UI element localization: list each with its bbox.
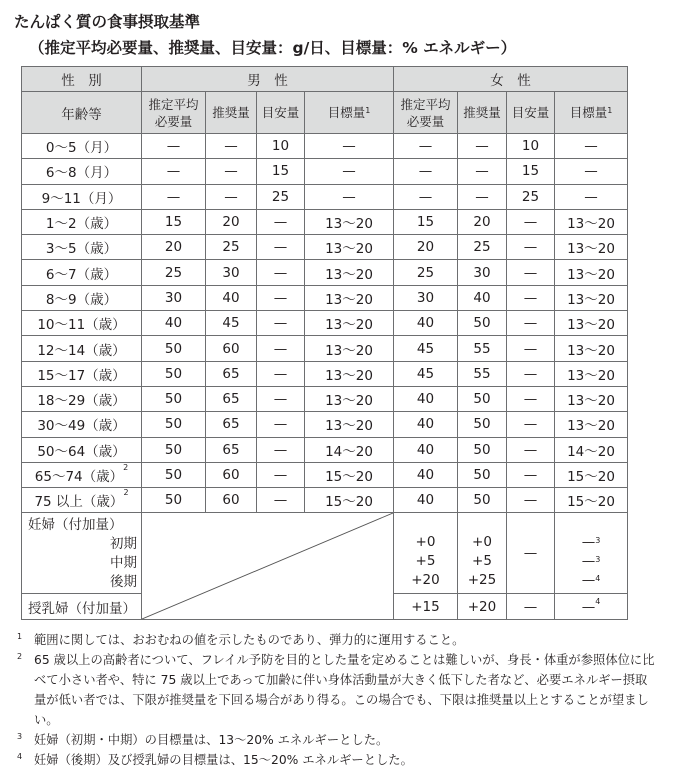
- age-cell: [22, 134, 142, 159]
- male-value-cell: —: [257, 488, 305, 513]
- male-value-cell: 65: [206, 412, 257, 437]
- male-value-cell: 25: [257, 184, 305, 209]
- lactating-ai-cell: —: [507, 594, 555, 620]
- female-dg-header: [555, 92, 628, 134]
- male-ai-header: 目安量: [257, 92, 305, 134]
- age-cell: [22, 462, 142, 487]
- male-value-cell: 60: [206, 462, 257, 487]
- male-value-cell: 65: [206, 437, 257, 462]
- female-value-cell: 20: [458, 209, 507, 234]
- female-value-cell: 50: [458, 488, 507, 513]
- pregnant-stage-early: 初期: [110, 536, 137, 553]
- ear-line1: 推定平均: [400, 96, 451, 112]
- age-label: 18～29（歳）: [37, 393, 126, 410]
- pregnant-rda-cell-value: +5: [472, 553, 492, 570]
- female-value-cell: 40: [458, 285, 507, 310]
- age-label: 9～11（月）: [41, 190, 122, 207]
- female-value-cell: —: [507, 311, 555, 336]
- male-value-cell: 13～20: [305, 336, 394, 361]
- male-value-cell: —: [257, 336, 305, 361]
- female-value-cell: 13～20: [555, 260, 628, 285]
- male-value-cell: —: [305, 184, 394, 209]
- female-value-cell: 15～20: [555, 488, 628, 513]
- footnote-text: 65 歳以上の高齢者について、フレイル予防を目的とした量を定めることは難しいが、身長・体重が参照体位に比べて小さい者や、特に 75 歳以上であって加齢に伴い身体活動量が大きく低下した者など、必要エネルギー摂取量が低い者では、下限が推奨量を下回る場合があり得る。この場合でも、下限は推奨量以上とすることが望ましい。: [34, 653, 655, 727]
- male-value-cell: 13～20: [305, 386, 394, 411]
- page-subtitle: （推定平均必要量、推奨量、目安量：g/日、目標量：% エネルギー）: [29, 39, 517, 57]
- male-value-cell: —: [257, 260, 305, 285]
- ear-line2: 必要量: [406, 113, 445, 129]
- male-value-cell: —: [257, 235, 305, 260]
- age-label: 15～17（歳）: [37, 367, 126, 384]
- protein-intake-table: [21, 66, 628, 620]
- male-value-cell: 10: [257, 134, 305, 159]
- footnote-item: [17, 750, 657, 770]
- pregnant-rda-cell: [458, 513, 507, 594]
- female-value-cell: 13～20: [555, 311, 628, 336]
- age-label: 50～64（歳）: [37, 443, 126, 460]
- male-ear-header: [142, 92, 206, 134]
- pregnant-dg-footnote-ref: 3: [595, 536, 601, 546]
- footnote-text: 範囲に関しては、おおむねの値を示したものであり、弾力的に運用すること。: [34, 633, 465, 647]
- female-value-cell: —: [507, 386, 555, 411]
- pregnant-dg-footnote-ref: 3: [595, 555, 601, 565]
- male-value-cell: 20: [142, 235, 206, 260]
- age-label: 8～9（歳）: [45, 291, 118, 308]
- male-value-cell: —: [257, 386, 305, 411]
- female-value-cell: 40: [394, 386, 458, 411]
- pregnant-label-cell: [22, 513, 142, 594]
- female-value-cell: —: [458, 134, 507, 159]
- lactating-dg-value: —: [581, 598, 596, 615]
- age-cell: [22, 209, 142, 234]
- pregnant-dg-footnote-ref: 4: [595, 574, 601, 584]
- female-value-cell: 13～20: [555, 412, 628, 437]
- female-value-cell: 55: [458, 361, 507, 386]
- age-cell: [22, 437, 142, 462]
- age-footnote-ref: 2: [123, 488, 129, 498]
- male-value-cell: —: [257, 361, 305, 386]
- age-label: 0～5（月）: [45, 140, 118, 157]
- male-value-cell: 40: [206, 285, 257, 310]
- female-value-cell: —: [507, 488, 555, 513]
- diagonal-line: [142, 513, 393, 619]
- pregnant-ear-cell-value: +5: [415, 553, 436, 570]
- male-value-cell: —: [142, 159, 206, 184]
- table-row: [22, 134, 628, 159]
- age-cell: [22, 386, 142, 411]
- male-value-cell: 15～20: [305, 462, 394, 487]
- female-value-cell: 25: [458, 235, 507, 260]
- ear-line2: 必要量: [154, 113, 193, 129]
- female-value-cell: —: [507, 437, 555, 462]
- female-value-cell: 13～20: [555, 285, 628, 310]
- female-value-cell: 13～20: [555, 209, 628, 234]
- male-value-cell: 13～20: [305, 260, 394, 285]
- female-value-cell: 50: [458, 462, 507, 487]
- male-value-cell: 40: [142, 311, 206, 336]
- female-value-cell: 13～20: [555, 336, 628, 361]
- footnote-number: 3: [17, 732, 23, 741]
- male-value-cell: 13～20: [305, 209, 394, 234]
- lactating-label: 授乳婦（付加量）: [22, 594, 142, 620]
- pregnant-rda-cell-value: +0: [472, 534, 492, 551]
- male-value-cell: 45: [206, 311, 257, 336]
- age-label: 6～8（月）: [45, 165, 118, 182]
- age-label: 75 以上（歳）: [34, 494, 124, 511]
- age-cell: [22, 336, 142, 361]
- age-cell: [22, 311, 142, 336]
- female-value-cell: 40: [394, 311, 458, 336]
- sex-header: 性 別: [22, 67, 142, 92]
- male-value-cell: —: [206, 159, 257, 184]
- male-value-cell: 50: [142, 437, 206, 462]
- footnote-number: 1: [17, 632, 23, 641]
- footnote-text: 妊婦（後期）及び授乳婦の目標量は、15～20% エネルギーとした。: [34, 753, 413, 767]
- female-value-cell: 13～20: [555, 235, 628, 260]
- male-value-cell: —: [305, 134, 394, 159]
- female-value-cell: 50: [458, 412, 507, 437]
- male-value-cell: 13～20: [305, 311, 394, 336]
- age-cell: [22, 184, 142, 209]
- female-value-cell: 15: [507, 159, 555, 184]
- male-value-cell: 30: [206, 260, 257, 285]
- female-ear-header: [394, 92, 458, 134]
- female-value-cell: 40: [394, 462, 458, 487]
- age-cell: [22, 235, 142, 260]
- pregnant-stage-mid: 中期: [110, 555, 137, 572]
- female-value-cell: 40: [394, 412, 458, 437]
- male-value-cell: 60: [206, 336, 257, 361]
- male-rda-header: 推奨量: [206, 92, 257, 134]
- footnote-number: 4: [17, 752, 23, 761]
- female-value-cell: —: [394, 134, 458, 159]
- table-row: [22, 184, 628, 209]
- table-row: [22, 159, 628, 184]
- dg-label: 目標量: [569, 105, 608, 120]
- female-value-cell: 50: [458, 311, 507, 336]
- female-value-cell: 30: [458, 260, 507, 285]
- female-value-cell: 10: [507, 134, 555, 159]
- table-row: [22, 235, 628, 260]
- female-value-cell: —: [507, 285, 555, 310]
- female-value-cell: —: [555, 159, 628, 184]
- lactating-ear-cell: +15: [394, 594, 458, 620]
- footnote-item: [17, 630, 657, 650]
- male-value-cell: —: [206, 134, 257, 159]
- female-value-cell: 14～20: [555, 437, 628, 462]
- age-label: 12～14（歳）: [37, 342, 126, 359]
- female-value-cell: —: [458, 159, 507, 184]
- table-row: [22, 462, 628, 487]
- male-value-cell: 50: [142, 488, 206, 513]
- male-value-cell: 15～20: [305, 488, 394, 513]
- pregnant-ai-cell: —: [507, 513, 555, 594]
- age-label: 65～74（歳）: [34, 469, 124, 485]
- age-header: 年齢等: [22, 92, 142, 134]
- table-row: [22, 386, 628, 411]
- male-value-cell: 50: [142, 412, 206, 437]
- female-value-cell: —: [394, 184, 458, 209]
- pregnant-ear-cell-value: +20: [411, 572, 440, 589]
- female-value-cell: 45: [394, 336, 458, 361]
- footnote-item: [17, 650, 657, 730]
- female-value-cell: 50: [458, 386, 507, 411]
- female-value-cell: —: [394, 159, 458, 184]
- female-value-cell: 40: [394, 488, 458, 513]
- male-value-cell: 60: [206, 488, 257, 513]
- female-value-cell: 13～20: [555, 386, 628, 411]
- female-value-cell: 15～20: [555, 462, 628, 487]
- female-value-cell: —: [458, 184, 507, 209]
- female-value-cell: —: [507, 209, 555, 234]
- dg-label: 目標量: [327, 105, 366, 120]
- age-cell: [22, 412, 142, 437]
- male-value-cell: 65: [206, 386, 257, 411]
- female-value-cell: —: [555, 184, 628, 209]
- female-header: 女 性: [394, 67, 628, 92]
- age-label: 1～2（歳）: [45, 216, 118, 233]
- male-value-cell: 50: [142, 386, 206, 411]
- table-row: [22, 336, 628, 361]
- male-value-cell: 15: [257, 159, 305, 184]
- male-value-cell: 25: [142, 260, 206, 285]
- age-cell: [22, 361, 142, 386]
- pregnant-ear-cell: [394, 513, 458, 594]
- female-value-cell: —: [507, 260, 555, 285]
- female-value-cell: 13～20: [555, 361, 628, 386]
- age-cell: [22, 285, 142, 310]
- age-label: 10～11（歳）: [37, 317, 126, 334]
- female-rda-header: 推奨量: [458, 92, 507, 134]
- male-value-cell: 20: [206, 209, 257, 234]
- age-label: 30～49（歳）: [37, 418, 126, 435]
- lactating-dg-cell: [555, 594, 628, 620]
- female-value-cell: 20: [394, 235, 458, 260]
- table-row: [22, 361, 628, 386]
- ear-line1: 推定平均: [148, 96, 199, 112]
- pregnant-dg-value: —: [581, 534, 596, 551]
- pregnant-dg-value: —: [581, 572, 596, 589]
- female-value-cell: —: [507, 361, 555, 386]
- male-value-cell: 65: [206, 361, 257, 386]
- footnote-item: [17, 730, 657, 750]
- female-value-cell: 40: [394, 437, 458, 462]
- footnote-number: 2: [17, 652, 23, 661]
- male-value-cell: —: [142, 134, 206, 159]
- female-value-cell: 25: [394, 260, 458, 285]
- pregnant-dg-value: —: [581, 553, 596, 570]
- lactating-rda-cell: +20: [458, 594, 507, 620]
- age-cell: [22, 488, 142, 513]
- footnotes: [17, 630, 657, 770]
- male-value-cell: —: [142, 184, 206, 209]
- table-row: [22, 311, 628, 336]
- female-value-cell: 25: [507, 184, 555, 209]
- female-ai-header: 目安量: [507, 92, 555, 134]
- male-value-cell: 25: [206, 235, 257, 260]
- female-value-cell: —: [507, 336, 555, 361]
- table-row: [22, 437, 628, 462]
- female-value-cell: 50: [458, 437, 507, 462]
- male-value-cell: —: [305, 159, 394, 184]
- age-cell: [22, 159, 142, 184]
- male-value-cell: 13～20: [305, 361, 394, 386]
- age-footnote-ref: 2: [123, 463, 129, 472]
- age-label: 6～7（歳）: [45, 266, 118, 283]
- table-row: [22, 488, 628, 513]
- male-dg-header: [305, 92, 394, 134]
- dg-footnote-ref: 1: [607, 106, 613, 115]
- female-value-cell: 55: [458, 336, 507, 361]
- male-value-cell: 13～20: [305, 285, 394, 310]
- male-value-cell: 13～20: [305, 235, 394, 260]
- dg-footnote-ref: 1: [365, 106, 371, 115]
- age-label: 3～5（歳）: [45, 241, 118, 258]
- pregnant-rda-cell-value: +25: [467, 572, 497, 589]
- male-value-cell: —: [206, 184, 257, 209]
- pregnant-ear-cell-value: +0: [415, 534, 436, 551]
- page-title: たんぱく質の食事摂取基準: [14, 13, 201, 31]
- female-value-cell: 45: [394, 361, 458, 386]
- pregnant-stage-late: 後期: [110, 574, 137, 591]
- table-row: [22, 209, 628, 234]
- pregnant-row: [22, 513, 628, 594]
- male-value-cell: 50: [142, 361, 206, 386]
- female-value-cell: 15: [394, 209, 458, 234]
- pregnant-label: 妊婦（付加量）: [28, 517, 123, 534]
- footnote-text: 妊婦（初期・中期）の目標量は、13～20% エネルギーとした。: [34, 733, 389, 747]
- table-row: [22, 260, 628, 285]
- male-value-cell: —: [257, 437, 305, 462]
- male-value-cell: 50: [142, 336, 206, 361]
- table-row: [22, 412, 628, 437]
- male-value-cell: —: [257, 311, 305, 336]
- female-value-cell: 30: [394, 285, 458, 310]
- table-row: [22, 285, 628, 310]
- male-value-cell: —: [257, 285, 305, 310]
- male-value-cell: —: [257, 209, 305, 234]
- female-value-cell: —: [507, 462, 555, 487]
- female-value-cell: —: [555, 134, 628, 159]
- age-cell: [22, 260, 142, 285]
- male-value-cell: 50: [142, 462, 206, 487]
- male-value-cell: 30: [142, 285, 206, 310]
- female-value-cell: —: [507, 235, 555, 260]
- male-value-cell: 14～20: [305, 437, 394, 462]
- male-value-cell: —: [257, 462, 305, 487]
- male-not-applicable-cell: [142, 513, 394, 620]
- lactating-dg-footnote-ref: 4: [595, 596, 601, 606]
- pregnant-dg-cell: [555, 513, 628, 594]
- male-value-cell: 13～20: [305, 412, 394, 437]
- male-value-cell: 15: [142, 209, 206, 234]
- female-value-cell: —: [507, 412, 555, 437]
- male-value-cell: —: [257, 412, 305, 437]
- male-header: 男 性: [142, 67, 394, 92]
